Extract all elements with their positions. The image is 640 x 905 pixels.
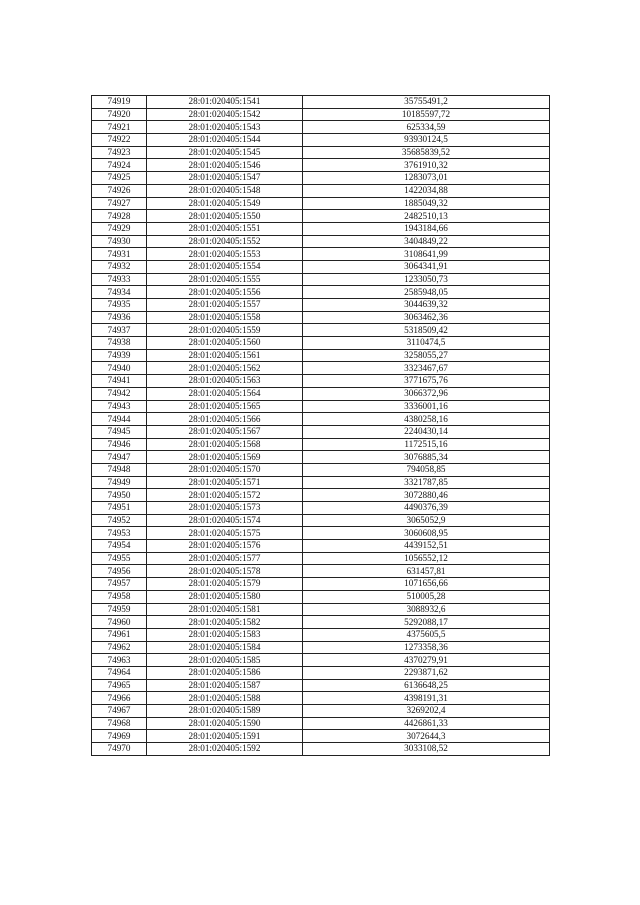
cadastral-number-cell: 28:01:020405:1590 — [147, 717, 303, 730]
row-number-cell: 74962 — [92, 641, 147, 654]
table-row — [92, 134, 550, 147]
cadastral-number-cell: 28:01:020405:1565 — [147, 400, 303, 413]
value-cell: 3060608,95 — [303, 527, 550, 540]
value-cell: 1071656,66 — [303, 578, 550, 591]
row-number-cell: 74948 — [92, 463, 147, 476]
table-row — [92, 540, 550, 553]
row-number-cell: 74919 — [92, 96, 147, 109]
cadastral-number-cell: 28:01:020405:1591 — [147, 730, 303, 743]
value-cell: 3258055,27 — [303, 349, 550, 362]
value-cell: 3323467,67 — [303, 362, 550, 375]
row-number-cell: 74954 — [92, 540, 147, 553]
table-row — [92, 286, 550, 299]
table-row — [92, 311, 550, 324]
cadastral-number-cell: 28:01:020405:1553 — [147, 248, 303, 261]
table-row — [92, 349, 550, 362]
table-row — [92, 730, 550, 743]
table-row — [92, 641, 550, 654]
table-row — [92, 146, 550, 159]
row-number-cell: 74939 — [92, 349, 147, 362]
value-cell: 1233050,73 — [303, 273, 550, 286]
value-cell: 6136648,25 — [303, 679, 550, 692]
cadastral-number-cell: 28:01:020405:1547 — [147, 172, 303, 185]
cadastral-number-cell: 28:01:020405:1555 — [147, 273, 303, 286]
row-number-cell: 74928 — [92, 210, 147, 223]
row-number-cell: 74926 — [92, 184, 147, 197]
table-row — [92, 210, 550, 223]
table-row — [92, 184, 550, 197]
table-row — [92, 400, 550, 413]
table-row — [92, 654, 550, 667]
value-cell: 625334,59 — [303, 121, 550, 134]
row-number-cell: 74964 — [92, 666, 147, 679]
cadastral-number-cell: 28:01:020405:1588 — [147, 692, 303, 705]
cadastral-number-cell: 28:01:020405:1582 — [147, 616, 303, 629]
row-number-cell: 74960 — [92, 616, 147, 629]
value-cell: 1943184,66 — [303, 222, 550, 235]
table-row — [92, 476, 550, 489]
table-row — [92, 489, 550, 502]
row-number-cell: 74941 — [92, 375, 147, 388]
cadastral-number-cell: 28:01:020405:1549 — [147, 197, 303, 210]
row-number-cell: 74952 — [92, 514, 147, 527]
table-body — [92, 96, 550, 756]
cadastral-number-cell: 28:01:020405:1581 — [147, 603, 303, 616]
row-number-cell: 74967 — [92, 705, 147, 718]
row-number-cell: 74925 — [92, 172, 147, 185]
table-row — [92, 717, 550, 730]
table-row — [92, 603, 550, 616]
row-number-cell: 74921 — [92, 121, 147, 134]
value-cell: 3072880,46 — [303, 489, 550, 502]
row-number-cell: 74933 — [92, 273, 147, 286]
cadastral-number-cell: 28:01:020405:1567 — [147, 425, 303, 438]
table-row — [92, 590, 550, 603]
cadastral-number-cell: 28:01:020405:1585 — [147, 654, 303, 667]
cadastral-number-cell: 28:01:020405:1586 — [147, 666, 303, 679]
value-cell: 4370279,91 — [303, 654, 550, 667]
row-number-cell: 74935 — [92, 299, 147, 312]
row-number-cell: 74957 — [92, 578, 147, 591]
row-number-cell: 74955 — [92, 552, 147, 565]
row-number-cell: 74929 — [92, 222, 147, 235]
value-cell: 3771675,76 — [303, 375, 550, 388]
cadastral-number-cell: 28:01:020405:1571 — [147, 476, 303, 489]
row-number-cell: 74949 — [92, 476, 147, 489]
value-cell: 4439152,51 — [303, 540, 550, 553]
row-number-cell: 74920 — [92, 108, 147, 121]
value-cell: 3066372,96 — [303, 387, 550, 400]
cadastral-number-cell: 28:01:020405:1576 — [147, 540, 303, 553]
row-number-cell: 74943 — [92, 400, 147, 413]
cadastral-number-cell: 28:01:020405:1560 — [147, 337, 303, 350]
row-number-cell: 74938 — [92, 337, 147, 350]
cadastral-number-cell: 28:01:020405:1541 — [147, 96, 303, 109]
row-number-cell: 74945 — [92, 425, 147, 438]
table-row — [92, 324, 550, 337]
value-cell: 3108641,99 — [303, 248, 550, 261]
cadastral-number-cell: 28:01:020405:1562 — [147, 362, 303, 375]
value-cell: 4375605,5 — [303, 628, 550, 641]
table-row — [92, 438, 550, 451]
cadastral-number-cell: 28:01:020405:1572 — [147, 489, 303, 502]
table-row — [92, 451, 550, 464]
row-number-cell: 74936 — [92, 311, 147, 324]
value-cell: 2585948,05 — [303, 286, 550, 299]
row-number-cell: 74969 — [92, 730, 147, 743]
table-row — [92, 299, 550, 312]
value-cell: 5292088,17 — [303, 616, 550, 629]
cadastral-number-cell: 28:01:020405:1584 — [147, 641, 303, 654]
value-cell: 3088932,6 — [303, 603, 550, 616]
row-number-cell: 74946 — [92, 438, 147, 451]
row-number-cell: 74956 — [92, 565, 147, 578]
value-cell: 3404849,22 — [303, 235, 550, 248]
cadastral-number-cell: 28:01:020405:1545 — [147, 146, 303, 159]
table-row — [92, 108, 550, 121]
row-number-cell: 74947 — [92, 451, 147, 464]
value-cell: 3110474,5 — [303, 337, 550, 350]
table-row — [92, 248, 550, 261]
cadastral-number-cell: 28:01:020405:1583 — [147, 628, 303, 641]
table-row — [92, 222, 550, 235]
cadastral-number-cell: 28:01:020405:1551 — [147, 222, 303, 235]
table-row — [92, 463, 550, 476]
value-cell: 631457,81 — [303, 565, 550, 578]
value-cell: 1422034,88 — [303, 184, 550, 197]
cadastral-number-cell: 28:01:020405:1589 — [147, 705, 303, 718]
cadastral-number-cell: 28:01:020405:1546 — [147, 159, 303, 172]
cadastral-number-cell: 28:01:020405:1577 — [147, 552, 303, 565]
value-cell: 2293871,62 — [303, 666, 550, 679]
value-cell: 35755491,2 — [303, 96, 550, 109]
value-cell: 4380258,16 — [303, 413, 550, 426]
cadastral-number-cell: 28:01:020405:1550 — [147, 210, 303, 223]
row-number-cell: 74963 — [92, 654, 147, 667]
value-cell: 3076885,34 — [303, 451, 550, 464]
value-cell: 35685839,52 — [303, 146, 550, 159]
value-cell: 3269202,4 — [303, 705, 550, 718]
cadastral-number-cell: 28:01:020405:1548 — [147, 184, 303, 197]
value-cell: 4398191,31 — [303, 692, 550, 705]
table-row — [92, 387, 550, 400]
value-cell: 3044639,32 — [303, 299, 550, 312]
row-number-cell: 74958 — [92, 590, 147, 603]
table-row — [92, 159, 550, 172]
cadastral-number-cell: 28:01:020405:1552 — [147, 235, 303, 248]
value-cell: 5318509,42 — [303, 324, 550, 337]
table-row — [92, 578, 550, 591]
value-cell: 4426861,33 — [303, 717, 550, 730]
value-cell: 3033108,52 — [303, 743, 550, 756]
value-cell: 3072644,3 — [303, 730, 550, 743]
table-row — [92, 502, 550, 515]
cadastral-value-table — [91, 95, 550, 756]
row-number-cell: 74961 — [92, 628, 147, 641]
row-number-cell: 74923 — [92, 146, 147, 159]
value-cell: 4490376,39 — [303, 502, 550, 515]
table-row — [92, 413, 550, 426]
row-number-cell: 74950 — [92, 489, 147, 502]
cadastral-number-cell: 28:01:020405:1575 — [147, 527, 303, 540]
table-row — [92, 121, 550, 134]
table-row — [92, 666, 550, 679]
table-row — [92, 260, 550, 273]
value-cell: 2482510,13 — [303, 210, 550, 223]
row-number-cell: 74942 — [92, 387, 147, 400]
cadastral-number-cell: 28:01:020405:1569 — [147, 451, 303, 464]
table-row — [92, 96, 550, 109]
table-row — [92, 565, 550, 578]
table-row — [92, 679, 550, 692]
cadastral-number-cell: 28:01:020405:1566 — [147, 413, 303, 426]
cadastral-number-cell: 28:01:020405:1563 — [147, 375, 303, 388]
value-cell: 1283073,01 — [303, 172, 550, 185]
cadastral-number-cell: 28:01:020405:1556 — [147, 286, 303, 299]
value-cell: 3336001,16 — [303, 400, 550, 413]
table-row — [92, 375, 550, 388]
table-row — [92, 705, 550, 718]
table-row — [92, 514, 550, 527]
row-number-cell: 74922 — [92, 134, 147, 147]
table-row — [92, 337, 550, 350]
cadastral-number-cell: 28:01:020405:1573 — [147, 502, 303, 515]
row-number-cell: 74931 — [92, 248, 147, 261]
cadastral-number-cell: 28:01:020405:1580 — [147, 590, 303, 603]
value-cell: 3065052,9 — [303, 514, 550, 527]
row-number-cell: 74965 — [92, 679, 147, 692]
value-cell: 3063462,36 — [303, 311, 550, 324]
table-row — [92, 692, 550, 705]
row-number-cell: 74930 — [92, 235, 147, 248]
cadastral-number-cell: 28:01:020405:1542 — [147, 108, 303, 121]
table-row — [92, 172, 550, 185]
value-cell: 2240430,14 — [303, 425, 550, 438]
table-row — [92, 197, 550, 210]
value-cell: 1885049,32 — [303, 197, 550, 210]
value-cell: 1273358,36 — [303, 641, 550, 654]
cadastral-number-cell: 28:01:020405:1564 — [147, 387, 303, 400]
value-cell: 3321787,85 — [303, 476, 550, 489]
row-number-cell: 74970 — [92, 743, 147, 756]
value-cell: 3761910,32 — [303, 159, 550, 172]
table-row — [92, 425, 550, 438]
cadastral-number-cell: 28:01:020405:1578 — [147, 565, 303, 578]
row-number-cell: 74937 — [92, 324, 147, 337]
value-cell: 794058,85 — [303, 463, 550, 476]
cadastral-number-cell: 28:01:020405:1544 — [147, 134, 303, 147]
cadastral-number-cell: 28:01:020405:1587 — [147, 679, 303, 692]
row-number-cell: 74951 — [92, 502, 147, 515]
cadastral-number-cell: 28:01:020405:1543 — [147, 121, 303, 134]
row-number-cell: 74924 — [92, 159, 147, 172]
value-cell: 1172515,16 — [303, 438, 550, 451]
row-number-cell: 74944 — [92, 413, 147, 426]
table-row — [92, 527, 550, 540]
cadastral-number-cell: 28:01:020405:1574 — [147, 514, 303, 527]
row-number-cell: 74934 — [92, 286, 147, 299]
value-cell: 510005,28 — [303, 590, 550, 603]
table-row — [92, 743, 550, 756]
table-row — [92, 273, 550, 286]
table-row — [92, 628, 550, 641]
value-cell: 3064341,91 — [303, 260, 550, 273]
table-row — [92, 552, 550, 565]
value-cell: 93930124,5 — [303, 134, 550, 147]
cadastral-number-cell: 28:01:020405:1561 — [147, 349, 303, 362]
cadastral-number-cell: 28:01:020405:1592 — [147, 743, 303, 756]
table-row — [92, 235, 550, 248]
value-cell: 1056552,12 — [303, 552, 550, 565]
cadastral-number-cell: 28:01:020405:1557 — [147, 299, 303, 312]
cadastral-number-cell: 28:01:020405:1568 — [147, 438, 303, 451]
table-row — [92, 616, 550, 629]
cadastral-number-cell: 28:01:020405:1570 — [147, 463, 303, 476]
cadastral-number-cell: 28:01:020405:1554 — [147, 260, 303, 273]
row-number-cell: 74953 — [92, 527, 147, 540]
row-number-cell: 74968 — [92, 717, 147, 730]
cadastral-number-cell: 28:01:020405:1579 — [147, 578, 303, 591]
cadastral-number-cell: 28:01:020405:1558 — [147, 311, 303, 324]
row-number-cell: 74927 — [92, 197, 147, 210]
cadastral-number-cell: 28:01:020405:1559 — [147, 324, 303, 337]
value-cell: 10185597,72 — [303, 108, 550, 121]
row-number-cell: 74959 — [92, 603, 147, 616]
table-row — [92, 362, 550, 375]
row-number-cell: 74932 — [92, 260, 147, 273]
row-number-cell: 74966 — [92, 692, 147, 705]
row-number-cell: 74940 — [92, 362, 147, 375]
